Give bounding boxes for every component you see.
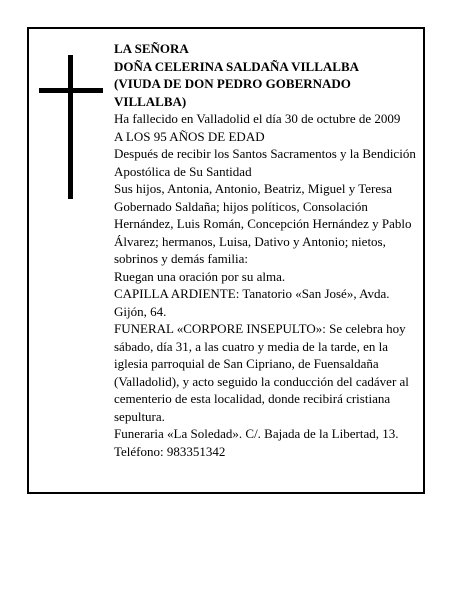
cross-horizontal-bar <box>39 88 103 93</box>
funeral-home-info: Funeraria «La Soledad». C/. Bajada de la Libertad, 13. Teléfono: 983351342 <box>114 426 399 459</box>
prayer-request: Ruegan una oración por su alma. <box>114 268 286 284</box>
widow-line-1: (VIUDA DE DON PEDRO GOBERNADO <box>114 76 351 91</box>
widow-line-2: VILLALBA) <box>114 93 187 109</box>
cross-icon <box>39 55 103 199</box>
cross-vertical-bar <box>68 55 73 199</box>
death-statement: Ha fallecido en Valladolid el día 30 de octubre de 2009 <box>114 111 401 126</box>
chapel-info: CAPILLA ARDIENTE: Tanatorio «San José», Avda. Gijón, 64. <box>114 286 390 319</box>
family-list: Sus hijos, Antonia, Antonio, Beatriz, Miguel y Teresa Gobernado Saldaña; hijos políticos, Consolación Hernández, Luis Román, Concepción Hernández y Pablo Álvarez; hermanos, Luisa, Dativo y Antonio; nietos, sobrinos y demás familia: <box>114 181 412 266</box>
notice-text <box>114 40 419 460</box>
deceased-name: DOÑA CELERINA SALDAÑA VILLALBA <box>114 58 360 74</box>
sacraments-statement: Después de recibir los Santos Sacramentos y la Bendición Apostólica de Su Santidad <box>114 146 416 179</box>
title-line: LA SEÑORA <box>114 41 189 56</box>
age-statement: A LOS 95 AÑOS DE EDAD <box>114 128 265 144</box>
obituary-notice <box>27 27 425 494</box>
funeral-info: FUNERAL «CORPORE INSEPULTO»: Se celebra hoy sábado, día 31, a las cuatro y media de la tarde, en la iglesia parroquial de San Cipriano, de Fuensaldaña (Valladolid), y acto seguido la conducción del cadáver al cementerio de esta localidad, donde recibirá cristiana sepultura. <box>114 321 409 424</box>
